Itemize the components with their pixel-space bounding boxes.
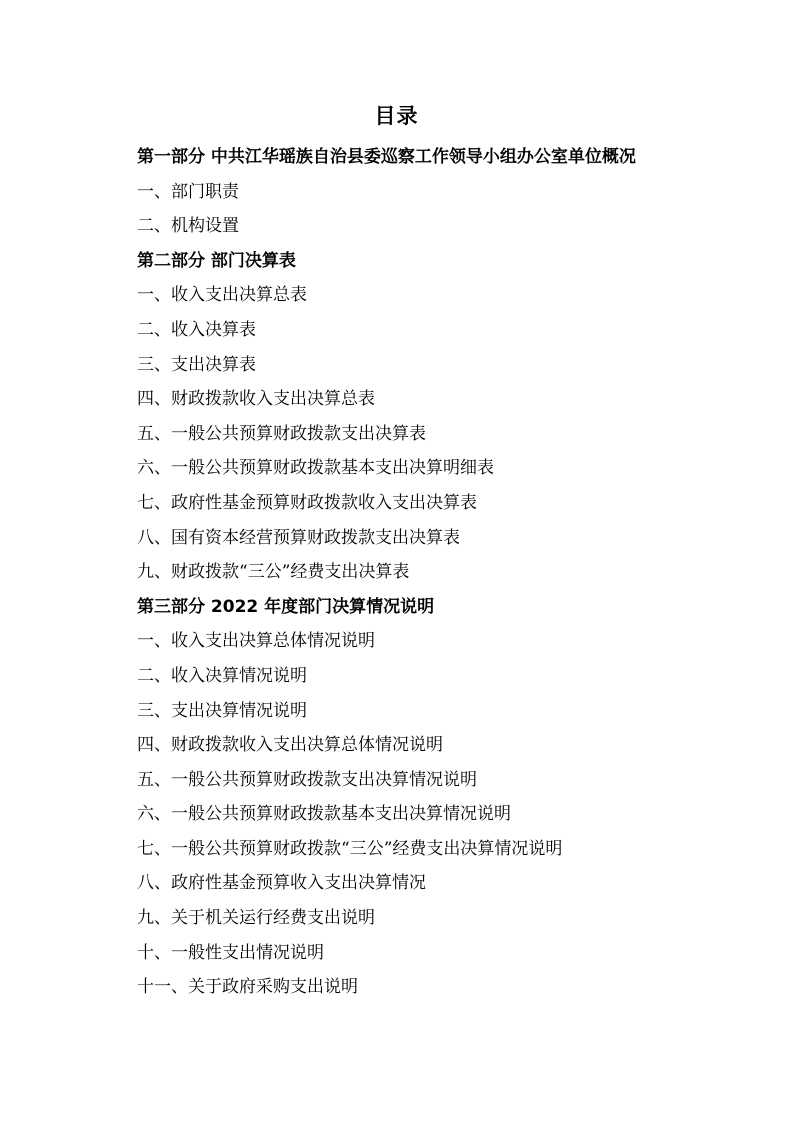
toc-item: 九、关于机关运行经费支出说明 <box>137 908 375 929</box>
toc-item: 六、一般公共预算财政拨款基本支出决算情况说明 <box>137 804 511 825</box>
toc-section-heading: 第二部分 部门决算表 <box>137 250 296 271</box>
toc-item: 三、支出决算情况说明 <box>137 700 307 721</box>
toc-list <box>137 140 737 1005</box>
toc-item: 五、一般公共预算财政拨款支出决算表 <box>137 423 426 444</box>
toc-item: 二、收入决算表 <box>137 319 256 340</box>
toc-item: 四、财政拨款收入支出决算总表 <box>137 389 375 410</box>
toc-item: 二、机构设置 <box>137 216 239 237</box>
toc-item: 一、部门职责 <box>137 181 239 202</box>
toc-item: 一、收入支出决算总表 <box>137 285 307 306</box>
toc-item: 十一、关于政府采购支出说明 <box>137 977 358 998</box>
toc-item: 六、一般公共预算财政拨款基本支出决算明细表 <box>137 458 494 479</box>
toc-item: 七、一般公共预算财政拨款“三公”经费支出决算情况说明 <box>137 838 563 859</box>
toc-section-heading: 第三部分 2022 年度部门决算情况说明 <box>137 596 435 617</box>
toc-item: 二、收入决算情况说明 <box>137 665 307 686</box>
toc-item: 七、政府性基金预算财政拨款收入支出决算表 <box>137 492 477 513</box>
toc-item: 九、财政拨款“三公”经费支出决算表 <box>137 562 410 583</box>
toc-title: 目录 <box>374 104 419 128</box>
toc-item: 八、国有资本经营预算财政拨款支出决算表 <box>137 527 460 548</box>
toc-item: 五、一般公共预算财政拨款支出决算情况说明 <box>137 769 477 790</box>
toc-item: 十、一般性支出情况说明 <box>137 942 324 963</box>
toc-item: 三、支出决算表 <box>137 354 256 375</box>
toc-item: 八、政府性基金预算收入支出决算情况 <box>137 873 426 894</box>
toc-item: 四、财政拨款收入支出决算总体情况说明 <box>137 735 443 756</box>
toc-item: 一、收入支出决算总体情况说明 <box>137 631 375 652</box>
toc-section-heading: 第一部分 中共江华瑶族自治县委巡察工作领导小组办公室单位概况 <box>137 147 636 167</box>
